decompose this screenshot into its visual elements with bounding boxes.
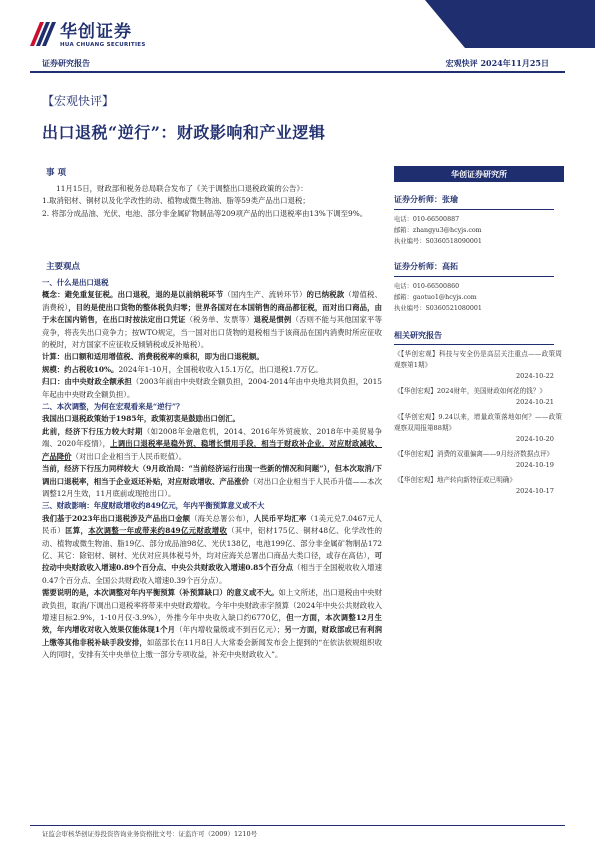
event-heading: 事 项 xyxy=(46,168,66,178)
analyst-divider xyxy=(394,209,554,210)
analyst-license: 执业编号：S0360518090001 xyxy=(394,238,482,245)
paragraph: 归口：由中央财政全额承担（2003年前由中央财政全额负担，2004-2014年由中央地共同负担，2015年起由中央财政全额负担）。 xyxy=(42,377,382,399)
paragraph: 计算：出口额和适用增值税、消费税税率的乘积，即为出口退税额。 xyxy=(42,352,264,362)
related-report-link[interactable]: 《【华创宏观】科技与安全仍是高层关注重点——政策周观察第1期》 xyxy=(394,350,562,369)
paragraph: 我国出口退税政策始于1985年，政策初衷是鼓励出口创汇。 xyxy=(42,414,240,424)
related-report-date: 2024-10-22 xyxy=(515,372,554,380)
related-divider xyxy=(394,344,554,345)
report-type-label: 证券研究报告 xyxy=(42,58,90,68)
related-report-date: 2024-10-17 xyxy=(515,487,554,495)
logo-name-cn: 华创证券 xyxy=(60,22,132,42)
corner-decoration-icon xyxy=(425,0,595,48)
regulatory-footer: 证监会审核华创证券投资咨询业务资格批文号：证监许可（2009）1210号 xyxy=(42,830,258,838)
paragraph: 需要说明的是，本次调整对年内平衡预算（补预算缺口）的意义或不大。如上文所述，出口退税由中央财政负担，取消/下调出口退税率将带来中央财政增收。今年中央财政赤字预算（2024年中央公共财政收入增速目标2.9%，1-10月仅-3.9%），外推今年中央收入缺口约6770亿，但一方面，本次调整12月生效，年内增收对收入效果仅能体现1个月（年内增收量级或不到百亿元）；另一方面，财政部或已有利润上缴等其他非税补缺手段安排，如蓝部长在11月8日人大常委会新闻发布会上提到的“在依法依规组织收入的同时，安排有关中央单位上缴一部分专项收益，补充中央财政收入”。 xyxy=(42,588,382,660)
company-logo xyxy=(30,22,150,62)
related-report-link[interactable]: 《【华创宏观】9.24以来，增量政策落地如何？——政策观察双周报第88期》 xyxy=(394,413,562,432)
paragraph: 我们基于2023年出口退税涉及产品出口金额（海关总署公布），人民币平均汇率（1美元兑7.0467元人民币）匡算，本次调整一年或带来约849亿元财政增收（其中，铝材175亿、铜材48亿、化学改性的动、植物或微生物油、脂19亿、部分成品油98亿、光伏138亿，电池199亿、部分非金属矿物制品172亿、其它：除铝材、铜材、光伏对应具体税号外，均对应海关总署出口商品大类口径，或存在高估），可拉动中央财政收入增速0.89个百分点、中央公共财政收入增速0.85个百分点（相当于全国税收收入增速0.47个百分点、全国公共财政收入增速0.39个百分点）。 xyxy=(42,513,382,585)
event-line: 11月15日，财政部和税务总局联合发布了《关于调整出口退税政策的公告》： xyxy=(56,184,308,193)
analyst-email[interactable]: 邮箱：gaotuo1@hcyjs.com xyxy=(394,294,477,301)
analyst-email[interactable]: 邮箱：zhangyu3@hcyjs.com xyxy=(394,227,482,234)
analyst-card xyxy=(394,261,564,314)
paragraph: 当前，经济下行压力同样较大（9月政治局：“当前经济运行出现一些新的情况和问题”），但本次取消/下调出口退税率，相当于企业返还补贴，对应财政增收、产品涨价（对出口企业相当于人民币升值——本次调整12月生效，11月底前或现抢出口）。 xyxy=(42,464,382,498)
analyst-license: 执业编号：S0360521080001 xyxy=(394,305,482,312)
report-title: 出口退税“逆行”：财政影响和产业逻辑 xyxy=(42,123,326,142)
related-report-link[interactable]: 《【华创宏观】2024财年，美国财政如何花的钱？》 xyxy=(394,387,546,395)
related-report-date: 2024-10-20 xyxy=(515,435,554,443)
report-date: 宏观快评 2024年11月25日 xyxy=(445,58,549,68)
related-report-link[interactable]: 《【华创宏观】地产转向新特征或已明确》 xyxy=(394,476,516,484)
main-points-heading: 主要观点 xyxy=(46,262,81,272)
analyst-name: 证券分析师：高拓 xyxy=(394,261,458,271)
main-body xyxy=(42,277,382,662)
report-category-tag: 【宏观快评】 xyxy=(42,94,115,108)
event-line: 2. 将部分成品油、光伏、电池、部分非金属矿物制品等209项产品的出口退税率由13%下调至9%。 xyxy=(42,208,368,218)
analyst-card xyxy=(394,194,564,247)
analyst-name: 证券分析师：张瑜 xyxy=(394,194,458,204)
related-reports-heading: 相关研究报告 xyxy=(394,330,442,340)
analyst-phone: 电话：010-66500860 xyxy=(394,283,460,290)
institute-banner: 华创证券研究所 xyxy=(394,166,564,182)
logo-mark-icon xyxy=(30,22,56,46)
header-divider xyxy=(30,71,565,73)
paragraph: 规模：约占税收10%。2024年1-10月，全国税收收入15.1万亿，出口退税1.7万亿。 xyxy=(42,364,323,374)
related-report-link[interactable]: 《【华创宏观】消费的双重偏离——9月经济数据点评》 xyxy=(394,450,554,458)
analyst-divider xyxy=(394,276,554,277)
logo-name-en: HUA CHUANG SECURITIES xyxy=(60,42,146,48)
section-title: 三、财政影响：年度财政增收约849亿元，年内平衡预算意义或不大 xyxy=(42,501,265,511)
paragraph: 此前，经济下行压力较大时期（如2008年金融危机，2014、2016年外贸疲软、2018年中美贸易争端、2020年疫情），上调出口退税率是稳外贸、稳增长惯用手段，相当于财政补企业，对应财政减收、产品降价（对出口企业相当于人民币贬值）。 xyxy=(42,426,382,461)
top-band xyxy=(0,0,595,62)
event-body xyxy=(42,183,382,220)
section-title: 一、什么是出口退税 xyxy=(42,278,109,287)
event-line: 1.取消铝材、铜材以及化学改性的动、植物或微生物油、脂等59类产品出口退税； xyxy=(42,196,310,206)
section-title: 二、本次调整，为何在宏观看来是“逆行”？ xyxy=(42,402,184,412)
footer-divider xyxy=(30,825,565,826)
sidebar xyxy=(394,166,564,497)
analyst-phone: 电话：010-66500887 xyxy=(394,216,460,223)
related-report-date: 2024-10-21 xyxy=(515,398,554,406)
related-report-date: 2024-10-19 xyxy=(515,461,554,469)
paragraph: 概念：避免重复征税。出口退税，退的是以前纳税环节（国内生产、流转环节）的已纳税款（增值税、消费税），目的是使出口货物的整体税负归零；世界各国对在本国销售的商品都征税，而对出口商品，由于未在国内销售，在出口时按法定出口凭证（税务单、发票等）退税是惯例（否则不能与其他国家平等竞争，将丧失出口竞争力；按WTO规定，当一国对出口货物的退税相当于该商品在国内消费时所应征收的税时，对方国家不应征收反倾销税或反补贴税）。 xyxy=(42,290,382,350)
